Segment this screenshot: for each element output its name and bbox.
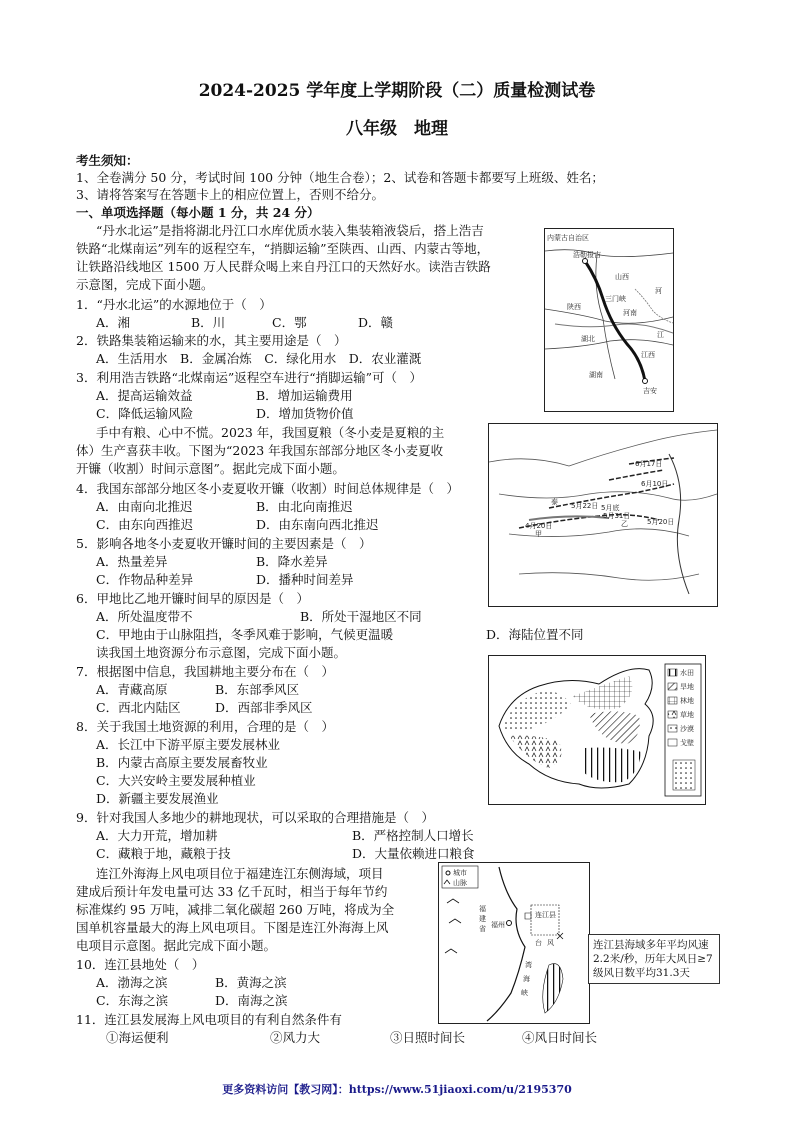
legend-swatch — [668, 711, 677, 718]
question-5-stem: 5．影响各地冬小麦夏收开镰时间的主要因素是（ ） — [76, 536, 372, 551]
question-1-option-c[interactable]: C．鄂 — [272, 315, 307, 330]
map2-label: 6月17日 — [635, 460, 663, 468]
legend-swatch — [668, 725, 677, 732]
passage-1-line: “丹水北运”是指将湖北丹江口水库优质水装入集装箱液袋后，搭上浩吉 — [96, 223, 484, 238]
map2-label: 甲 — [535, 530, 542, 538]
question-7-option-c[interactable]: C．西北内陆区 — [96, 700, 181, 715]
region-border — [489, 430, 717, 466]
station-haolebaoji — [583, 259, 588, 264]
legend-swatch — [668, 697, 677, 704]
haoji-railway-map — [544, 228, 674, 412]
question-8-option-d[interactable]: D．新疆主要发展渔业 — [96, 791, 219, 806]
question-8-option-b[interactable]: B．内蒙古高原主要发展畜牧业 — [96, 755, 268, 770]
question-10-option-a[interactable]: A．渤海之滨 — [96, 975, 168, 990]
legend-swatch — [668, 669, 677, 676]
harvest-line — [609, 470, 664, 480]
province-border — [545, 340, 673, 349]
taiwan-island — [543, 964, 563, 1013]
map2-label: 6月10日 — [641, 480, 669, 488]
station-jian — [643, 379, 648, 384]
map2-label: 5月22日 — [571, 502, 599, 510]
question-2-stem: 2．铁路集装箱运输来的水，其主要用途是（ ） — [76, 333, 347, 348]
question-1-option-a[interactable]: A．湘 — [96, 315, 131, 330]
question-10-option-b[interactable]: B．黄海之滨 — [215, 975, 287, 990]
map4-label: 省 — [479, 925, 486, 933]
wheat-harvest-map — [488, 423, 718, 607]
passage-4-line: 连江外海海上风电项目位于福建连江东侧海域，项目 — [96, 866, 384, 881]
question-11-stem: 11．连江县发展海上风电项目的有利自然条件有 — [76, 1012, 342, 1027]
question-9-option-d[interactable]: D．大量依赖进口粮食 — [352, 846, 475, 861]
map4-label: 湾 — [525, 961, 532, 969]
map2-label: 乙 — [621, 520, 628, 528]
question-8-stem: 8．关于我国土地资源的利用，合理的是（ ） — [76, 719, 334, 734]
question-8-option-a[interactable]: A．长江中下游平原主要发展林业 — [96, 737, 281, 752]
passage-3-line: 读我国土地资源分布示意图，完成下面小题。 — [96, 645, 347, 660]
map1-label: 陕西 — [567, 303, 581, 311]
city-legend-icon — [446, 871, 450, 875]
question-4-option-d[interactable]: D．由东南向西北推迟 — [256, 517, 379, 532]
footer-link[interactable]: 更多资料访问【教习网】：https://www.51jiaoxi.com/u/2195370 — [222, 1083, 572, 1096]
question-10-option-d[interactable]: D．南海之滨 — [215, 993, 288, 1008]
question-4-option-a[interactable]: A．由南向北推迟 — [96, 499, 193, 514]
map4-legend-label: 城市 — [453, 869, 467, 877]
passage-4-line: 标准煤约 95 万吨，减排二氧化碳超 260 万吨，将成为全 — [76, 902, 395, 917]
map2-label: 5月31日 — [603, 512, 631, 520]
map1-label: 湖南 — [589, 371, 603, 379]
lianjiang-county — [525, 913, 531, 919]
question-7-stem: 7．根据图中信息，我国耕地主要分布在（ ） — [76, 664, 334, 679]
question-5-option-b[interactable]: B．降水差异 — [256, 554, 328, 569]
question-5-option-d[interactable]: D．播种时间差异 — [256, 572, 354, 587]
land-resources-map — [488, 655, 706, 805]
question-6-option-c[interactable]: C．甲地由于山脉阻挡，冬季风难于影响，气候更温暖 — [96, 627, 394, 642]
question-3-stem: 3．利用浩吉铁路“北煤南运”返程空车进行“捎脚运输”可（ ） — [76, 370, 423, 385]
map1-label: 山西 — [615, 273, 629, 281]
question-1-stem: 1．“丹水北运”的水源地位于（ ） — [76, 297, 272, 312]
coastline — [487, 867, 525, 1021]
legend-label: 林地 — [680, 697, 694, 705]
exam-subtitle: 八年级 地理 — [346, 119, 448, 139]
passage-4-line: 电项目示意图。据此完成下面小题。 — [76, 938, 277, 953]
question-10-stem: 10．连江县地处（ ） — [76, 957, 205, 972]
passage-1-line: 示意图，完成下面小题。 — [76, 277, 214, 292]
question-3-option-d[interactable]: D．增加货物价值 — [256, 406, 354, 421]
map4-label: 连江县 — [535, 911, 556, 919]
question-6-stem: 6．甲地比乙地开镰时间早的原因是（ ） — [76, 591, 309, 606]
legend-label: 戈壁 — [680, 739, 694, 747]
question-7-option-a[interactable]: A．青藏高原 — [96, 682, 168, 697]
province-border — [545, 250, 673, 257]
map2-label: 5月20日 — [647, 518, 675, 526]
passage-4-line: 国单机容量最大的海上风电项目。下图是连江外海海上风 — [76, 920, 389, 935]
question-10-option-c[interactable]: C．东海之滨 — [96, 993, 169, 1008]
mountain-symbols — [445, 899, 461, 953]
question-11-option-3[interactable]: ③日照时间长 — [390, 1030, 466, 1045]
passage-4-line: 建成后预计年发电量可达 33 亿千瓦时，相当于每年节约 — [76, 884, 388, 899]
notice-line-2: 3、请将答案写在答题卡上的相应位置上，否则不给分。 — [76, 187, 384, 202]
map4-label: 台 — [535, 939, 542, 947]
map4-label: 福 — [479, 905, 486, 913]
legend-label: 水田 — [680, 669, 694, 677]
question-5-option-a[interactable]: A．热量差异 — [96, 554, 168, 569]
region-border — [499, 492, 717, 501]
river — [635, 289, 673, 323]
map4-label: 峡 — [521, 989, 528, 997]
passage-2-line: 体）生产喜获丰收。下图为“2023 年我国东部部分地区冬小麦夏收 — [76, 443, 444, 458]
legend-label: 草地 — [680, 711, 694, 719]
passage-2-line: 手中有粮、心中不慌。2023 年，我国夏粮（冬小麦是夏粮的主 — [96, 425, 445, 440]
question-3-option-c[interactable]: C．降低运输风险 — [96, 406, 194, 421]
passage-1-line: 让铁路沿线地区 1500 万人民群众喝上来自丹江口的天然好水。读浩吉铁路 — [76, 259, 491, 274]
question-8-option-c[interactable]: C．大兴安岭主要发展种植业 — [96, 773, 256, 788]
map1-label: 吉安 — [643, 387, 657, 395]
question-1-option-b[interactable]: B．川 — [191, 315, 226, 330]
map4-label: 建 — [479, 915, 486, 923]
question-1-option-d[interactable]: D．赣 — [358, 315, 394, 330]
wind-turbine-icon — [557, 933, 563, 939]
question-9-option-b[interactable]: B．严格控制人口增长 — [352, 828, 474, 843]
map2-label: 5月底 — [601, 504, 620, 512]
question-6-option-a[interactable]: A．所处温度带不 — [96, 609, 193, 624]
map1-label: 江 — [657, 331, 664, 339]
question-2-options[interactable]: A．生活用水 B．金属冶炼 C．绿化用水 D．农业灌溉 — [96, 351, 422, 366]
exam-title: 2024-2025 学年度上学期阶段（二）质量检测试卷 — [198, 81, 596, 101]
notice-heading: 考生须知： — [76, 153, 139, 168]
question-11-option-4[interactable]: ④风日时间长 — [522, 1030, 598, 1045]
question-7-option-b[interactable]: B．东部季风区 — [215, 682, 300, 697]
fuzhou-city — [507, 921, 512, 926]
lianjiang-wind-map — [438, 862, 590, 1024]
wind-farm-area — [531, 905, 559, 935]
question-5-option-c[interactable]: C．作物品种差异 — [96, 572, 194, 587]
wind-data-note: 连江县海域多年平均风速2.2米/秒，历年大风日≥7级风日数平均31.3天 — [588, 934, 720, 984]
question-7-option-d[interactable]: D．西部非季风区 — [215, 700, 313, 715]
question-9-option-a[interactable]: A．大力开荒，增加耕 — [96, 828, 218, 843]
question-4-option-b[interactable]: B．由北向南推迟 — [256, 499, 353, 514]
legend-label: 旱地 — [680, 683, 694, 691]
notice-line-1: 1、全卷满分 50 分，考试时间 100 分钟（地生合卷）；2、试卷和答题卡都要写上班级、姓名； — [76, 170, 604, 185]
map1-label: 三门峡 — [605, 295, 626, 303]
passage-1-line: 铁路“北煤南运”列车的返程空车，“捎脚运输”至陕西、山西、内蒙古等地， — [76, 241, 490, 256]
question-4-option-c[interactable]: C．由东向西推迟 — [96, 517, 194, 532]
question-6-option-d[interactable]: D．海陆位置不同 — [486, 627, 584, 642]
map4-label: 海 — [523, 975, 530, 983]
question-3-option-b[interactable]: B．增加运输费用 — [256, 388, 353, 403]
map1-label: 湖北 — [581, 335, 595, 343]
map1-label: 浩勒报吉 — [573, 251, 601, 259]
question-3-option-a[interactable]: A．提高运输效益 — [96, 388, 193, 403]
question-4-stem: 4．我国东部部分地区冬小麦夏收开镰（收割）时间总体规律是（ ） — [76, 481, 459, 496]
map4-label: 福州 — [491, 921, 505, 929]
map2-label: 泰 — [551, 498, 558, 506]
map4-label: 风 — [547, 939, 554, 947]
map1-label: 江西 — [641, 351, 655, 359]
region-border — [519, 573, 699, 581]
map1-label: 内蒙古自治区 — [547, 234, 589, 242]
legend-swatch — [668, 739, 677, 746]
question-9-option-c[interactable]: C．藏粮于地，藏粮于技 — [96, 846, 231, 861]
map1-label: 河 — [655, 287, 662, 295]
legend-label: 沙漠 — [680, 725, 694, 733]
question-6-option-b[interactable]: B．所处干湿地区不同 — [300, 609, 422, 624]
map4-legend-label: 山脉 — [453, 879, 467, 887]
question-9-stem: 9．针对我国人多地少的耕地现状，可以采取的合理措施是（ ） — [76, 810, 434, 825]
legend-swatch — [668, 683, 677, 690]
question-11-option-1[interactable]: ①海运便利 — [106, 1030, 169, 1045]
question-11-option-2[interactable]: ②风力大 — [270, 1030, 321, 1045]
map1-label: 河南 — [623, 309, 637, 317]
passage-2-line: 开镰（收割）时间示意图”。据此完成下面小题。 — [76, 461, 345, 476]
map2-label: 4月20日 — [525, 522, 553, 530]
south-china-sea-inset — [673, 760, 695, 790]
province-border — [596, 255, 615, 379]
section-heading: 一、单项选择题（每小题 1 分，共 24 分） — [76, 205, 320, 220]
